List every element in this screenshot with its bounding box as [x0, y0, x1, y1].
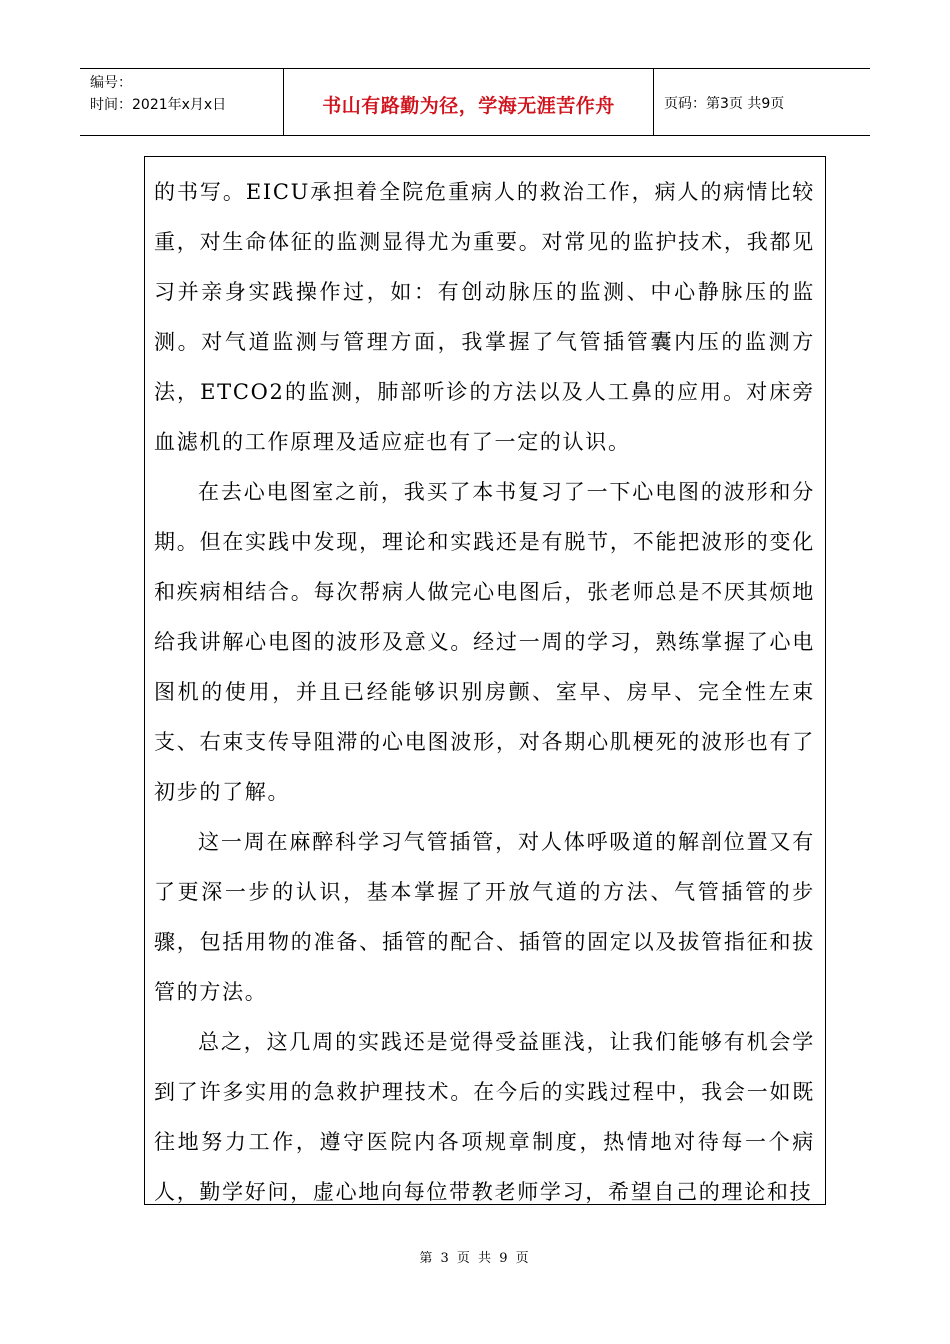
page-footer	[0, 1247, 950, 1266]
document-number-label: 编号：	[90, 75, 132, 91]
header-motto: 书山有路勤为径，学海无涯苦作舟	[322, 94, 615, 117]
document-time-label: 时间：2021年x月x日	[90, 97, 227, 113]
paragraph-summary: 总之，这几周的实践还是觉得受益匪浅，让我们能够有机会学到了许多实用的急救护理技术。在今后的实践过程中，我会一如既往地努力工作，遵守医院内各项规章制度，热情地对待每一个病人，勤学好问，虚心地向每位带教老师学习，希望自己的理论和技	[154, 1030, 815, 1204]
paragraph-anesthesia: 这一周在麻醉科学习气管插管，对人体呼吸道的解剖位置又有了更深一步的认识，基本掌握了开放气道的方法、气管插管的步骤，包括用物的准备、插管的配合、插管的固定以及拔管指征和拔管的方法。	[154, 830, 815, 1004]
header-page-cell	[654, 69, 870, 135]
header-motto-cell	[284, 69, 654, 135]
paragraph-continuation: 的书写。EICU承担着全院危重病人的救治工作，病人的病情比较重，对生命体征的监测显得尤为重要。对常见的监护技术，我都见习并亲身实践操作过，如：有创动脉压的监测、中心静脉压的监测。对气道监测与管理方面，我掌握了气管插管囊内压的监测方法，ETCO2的监测，肺部听诊的方法以及人工鼻的应用。对床旁血滤机的工作原理及适应症也有了一定的认识。	[154, 180, 815, 454]
content-box	[144, 156, 826, 1205]
page-header	[80, 68, 870, 136]
footer-page-number: 第 3 页 共 9 页	[419, 1251, 531, 1266]
paragraph-ecg: 在去心电图室之前，我买了本书复习了一下心电图的波形和分期。但在实践中发现，理论和实践还是有脱节，不能把波形的变化和疾病相结合。每次帮病人做完心电图后，张老师总是不厌其烦地给我讲解心电图的波形及意义。经过一周的学习，熟练掌握了心电图机的使用，并且已经能够识别房颤、室早、房早、完全性左束支、右束支传导阻滞的心电图波形，对各期心肌梗死的波形也有了初步的了解。	[154, 480, 815, 804]
header-page-info: 页码：第3页 共9页	[664, 96, 785, 112]
header-meta-cell	[80, 69, 284, 135]
